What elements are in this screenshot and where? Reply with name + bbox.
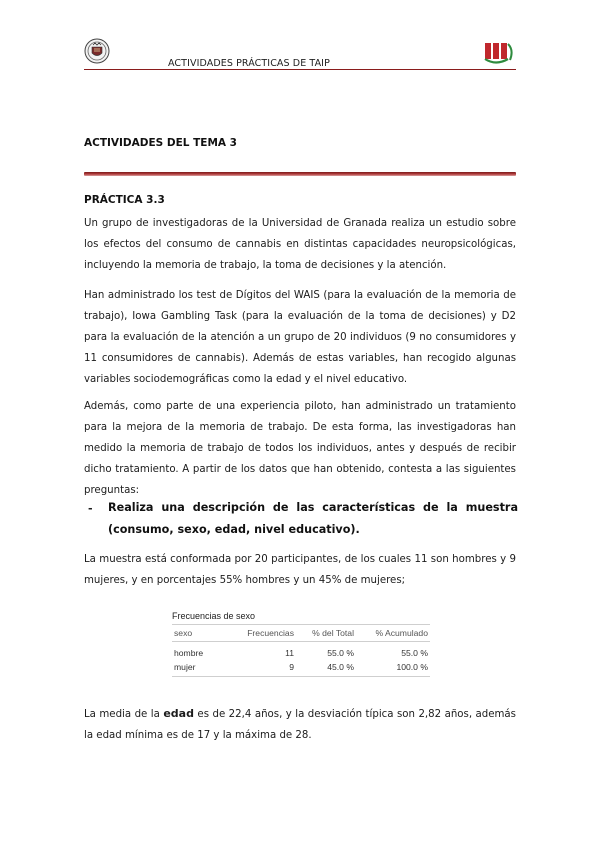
- header-title: ACTIVIDADES PRÁCTICAS DE TAIP: [168, 58, 330, 69]
- section-divider: [84, 172, 516, 176]
- table-cell: 55.0 %: [327, 648, 354, 658]
- table-row: [172, 642, 430, 660]
- table-header-cell: % Acumulado: [375, 628, 428, 638]
- faculty-logo-icon: [484, 40, 516, 66]
- bullet-dash: -: [88, 502, 93, 515]
- table-header-cell: % del Total: [312, 628, 354, 638]
- paragraph-sample: La muestra está conformada por 20 participantes, de los cuales 11 son hombres y 9 mujeres, y en porcentajes 55% hombres y un 45% de mujeres;: [84, 554, 516, 586]
- frequency-table: [172, 611, 430, 677]
- table-cell: hombre: [174, 648, 204, 658]
- paragraph-tests: Han administrado los test de Dígitos del WAIS (para la evaluación de la memoria de trabajo), Iowa Gambling Task (para la evaluación de la toma de decisiones) y D2 para la evaluación de la atención a un grupo de 20 individuos (9 no consumidores y 11 consumidores de cannabis). Además de estas variables, han recogido algunas variables sociodemográficas como la edad y el nivel educativo.: [84, 290, 516, 385]
- table-bottom-rule: [172, 674, 430, 677]
- question-bullet: Realiza una descripción de las características de la muestra (consumo, sexo, edad, nivel educativo).: [108, 501, 518, 536]
- university-crest-icon: [84, 38, 110, 64]
- table-row: [172, 660, 430, 674]
- table-header-cell: sexo: [174, 628, 193, 638]
- table-header-cell: Frecuencias: [247, 628, 294, 638]
- header-divider: [84, 69, 516, 70]
- age-text-end: es de 22,4 años, y la desviación típica son 2,82 años, además la edad mínima es de 17 y la máxima de 28.: [84, 709, 516, 741]
- table-cell: 9: [289, 662, 294, 672]
- section-title: ACTIVIDADES DEL TEMA 3: [84, 137, 237, 149]
- table-cell: 55.0 %: [401, 648, 428, 658]
- age-text-start: La media de la: [84, 709, 164, 720]
- paragraph-age: [84, 703, 516, 746]
- table-cell: mujer: [174, 662, 196, 672]
- practice-title: PRÁCTICA 3.3: [84, 194, 165, 206]
- table-cell: 11: [285, 648, 294, 658]
- age-keyword: edad: [163, 707, 194, 720]
- table-cell: 45.0 %: [327, 662, 354, 672]
- paragraph-intro: Un grupo de investigadoras de la Universidad de Granada realiza un estudio sobre los efectos del consumo de cannabis en distintas capacidades neuropsicológicas, incluyendo la memoria de trabajo, la toma de decisiones y la atención.: [84, 218, 516, 271]
- table-cell: 100.0 %: [396, 662, 428, 672]
- table-caption: Frecuencias de sexo: [172, 611, 256, 621]
- table-header-row: [172, 624, 430, 642]
- paragraph-treatment: Además, como parte de una experiencia piloto, han administrado un tratamiento para la mejora de la memoria de trabajo. De esta forma, las investigadoras han medido la memoria de trabajo de todos los individuos, antes y después de recibir dicho tratamiento. A partir de los datos que han obtenido, contesta a las siguientes preguntas:: [84, 401, 516, 496]
